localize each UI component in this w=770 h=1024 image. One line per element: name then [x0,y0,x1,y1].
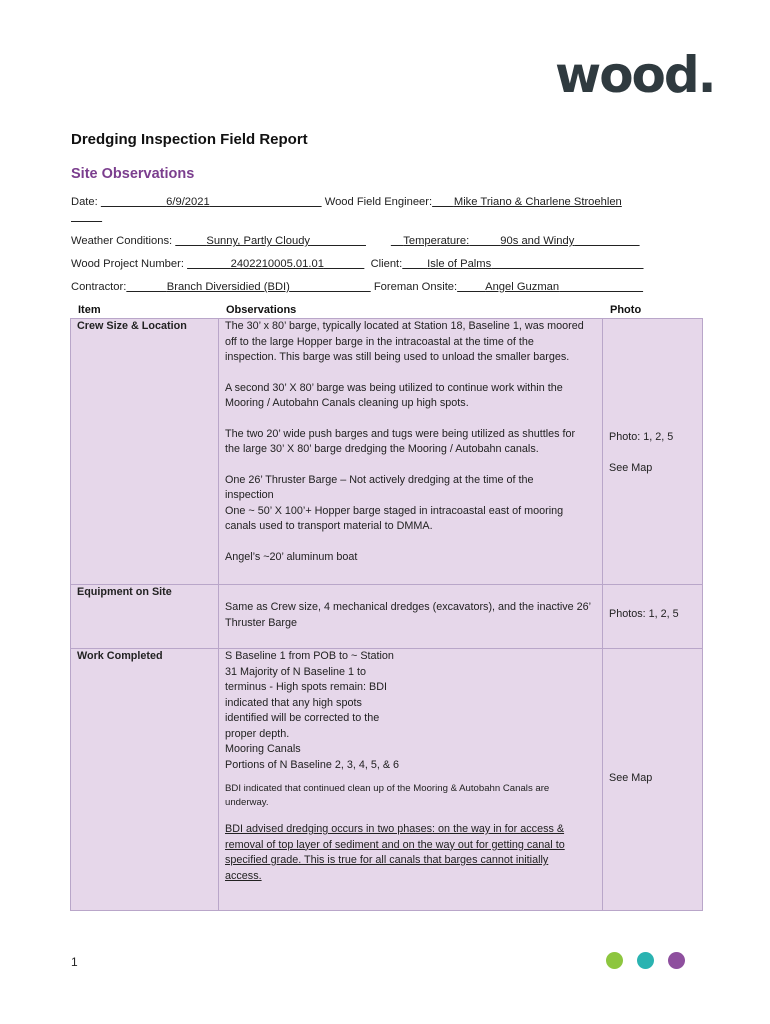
section-title: Site Observations [71,166,195,182]
column-header-photo: Photo [610,304,642,316]
photo-reference: Photos: 1, 2, 5 [609,608,679,620]
table-row-work [71,649,703,911]
table-row-crew [71,319,703,585]
map-reference: See Map [609,461,653,474]
foreman-label: Foreman Onsite: [373,281,458,293]
project-client-line [71,258,644,270]
green-dot [606,952,623,969]
engineer-label: Wood Field Engineer: [324,196,433,208]
teal-dot [637,952,654,969]
contractor-label: Contractor: [71,281,127,293]
table-row-equipment [71,585,703,649]
contractor-foreman-line [71,281,643,293]
date-value: 6/9/2021 [166,196,210,208]
wood-logo: wood. [555,46,715,104]
column-header-item: Item [78,304,101,316]
observations-crew: The 30’ x 80’ barge, typically located at Station 18, Baseline 1, was moored off to the large Hopper barge in the intracoastal at the time of the inspection. This barge was still being used to unload the smaller barges. A second 30’ X 80’ barge was being utilized to continue work within the Mooring / Autobahn Canals cleaning up high spots. The two 20’ wide push barges and tugs were being utilized as shuttles for the large 30’ X 80’ barge dredging the Mooring / Autobahn canals. One 26’ Thruster Barge – Not actively dredging at the time of the inspection One ~ 50’ X 100’+ Hopper barge staged in intracoastal east of mooring canals used to transport material to DMMA. Angel’s ~20’ aluminum boat [219,319,603,585]
engineer-overflow-line [71,211,102,223]
item-work-completed: Work Completed [71,649,219,911]
project-label: Wood Project Number: [71,258,184,270]
column-header-observations: Observations [226,304,297,316]
page-number: 1 [71,955,78,969]
contractor-value: Branch Diversidied (BDI) [166,281,290,293]
report-title: Dredging Inspection Field Report [71,131,308,148]
date-engineer-line [71,196,622,208]
photo-crew [603,319,703,585]
item-equipment-on-site: Equipment on Site [71,585,219,649]
photo-equipment [603,585,703,649]
engineer-value: Mike Triano & Charlene Stroehlen [453,196,622,208]
item-crew-size-location: Crew Size & Location [71,319,219,585]
temperature-value: 90s and Windy [500,235,575,247]
observations-table [70,318,703,911]
observations-work: S Baseline 1 from POB to ~ Station 31 Majority of N Baseline 1 to terminus - High spots remain: BDI indicated that any high spots identified will be corrected to the proper depth. Mooring Canals Portions of N Baseline 2, 3, 4, 5, & 6 BDI indicated that continued clean up of the Mooring & Autobahn Canals are underway. BDI advised dredging occurs in two phases: on the way in for access & removal of top layer of sediment and on the way out for getting canal to specified grade. This is true for all canals that barges cannot initially access. [219,649,603,911]
foreman-value: Angel Guzman [485,281,560,293]
project-value: 2402210005.01.01 [230,258,324,270]
photo-reference: Photo: 1, 2, 5 [609,431,674,443]
client-value: Isle of Palms [427,258,492,270]
weather-value: Sunny, Partly Cloudy [206,235,311,247]
photo-work [603,649,703,911]
map-reference: See Map [609,772,653,784]
purple-dot [668,952,685,969]
temperature-label: Temperature: [403,235,470,247]
client-label: Client: [370,258,403,270]
temperature-field [391,235,640,247]
date-label: Date: [71,196,98,208]
weather-label: Weather Conditions: [71,235,173,247]
weather-temperature-line [71,235,640,247]
observations-equipment: Same as Crew size, 4 mechanical dredges (excavators), and the inactive 26’ Thruster Barge [219,585,603,649]
